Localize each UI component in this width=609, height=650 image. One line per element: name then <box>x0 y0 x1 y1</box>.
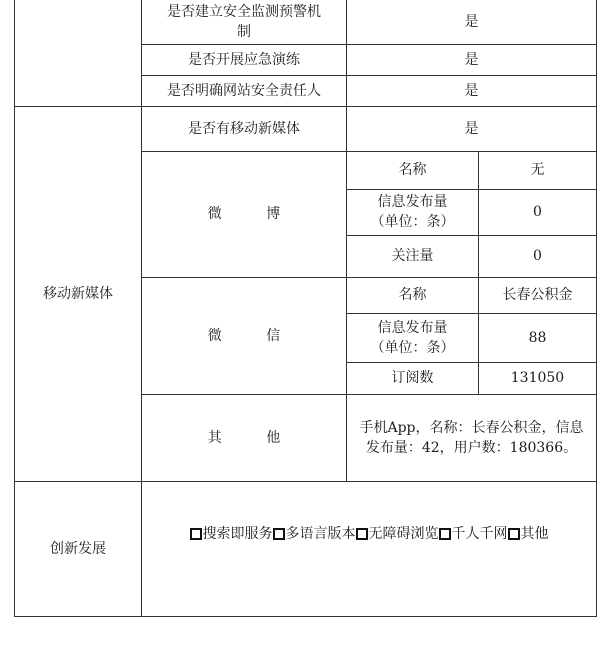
row-innovation <box>15 481 597 616</box>
innovation-options <box>142 481 597 616</box>
monitoring-value: 是 <box>347 0 597 44</box>
wechat-name-label: 名称 <box>347 277 479 313</box>
weibo-followers-value: 0 <box>479 235 597 277</box>
innovation-section-label: 创新发展 <box>15 481 142 616</box>
option-personalized[interactable] <box>439 524 508 544</box>
wechat-posts-value: 88 <box>479 313 597 362</box>
option-search-as-service[interactable] <box>190 524 273 544</box>
option-accessibility[interactable] <box>356 524 439 544</box>
report-table <box>14 0 597 617</box>
responsible-label: 是否明确网站安全责任人 <box>142 75 347 106</box>
weibo-name-label: 名称 <box>347 151 479 189</box>
option-label: 无障碍浏览 <box>368 525 439 542</box>
has-media-value: 是 <box>347 106 597 151</box>
weibo-followers-label: 关注量 <box>347 235 479 277</box>
option-label: 搜索即服务 <box>202 525 273 542</box>
weibo-label: 微 博 <box>142 151 347 277</box>
checkbox-icon[interactable] <box>190 528 202 540</box>
wechat-label: 微 信 <box>142 277 347 394</box>
wechat-posts-label: 信息发布量（单位：条） <box>347 313 479 362</box>
monitoring-label: 是否建立安全监测预警机制 <box>142 0 347 44</box>
mobile-section-label: 移动新媒体 <box>15 106 142 481</box>
weibo-posts-label: 信息发布量（单位：条） <box>347 189 479 235</box>
other-label: 其 他 <box>142 394 347 481</box>
drill-value: 是 <box>347 44 597 75</box>
checkbox-icon[interactable] <box>439 528 451 540</box>
row-monitoring <box>15 0 597 44</box>
row-has-media <box>15 106 597 151</box>
option-multilingual[interactable] <box>273 524 356 544</box>
drill-label: 是否开展应急演练 <box>142 44 347 75</box>
checkbox-icon[interactable] <box>508 528 520 540</box>
option-other[interactable] <box>508 524 549 544</box>
checkbox-icon[interactable] <box>273 528 285 540</box>
other-text: 手机App，名称：长春公积金，信息发布量：42，用户数：180366。 <box>347 394 597 481</box>
weibo-posts-value: 0 <box>479 189 597 235</box>
checkbox-icon[interactable] <box>356 528 368 540</box>
wechat-subscribers-value: 131050 <box>479 362 597 394</box>
wechat-subscribers-label: 订阅数 <box>347 362 479 394</box>
responsible-value: 是 <box>347 75 597 106</box>
security-section-cell <box>15 0 142 106</box>
option-label: 其他 <box>520 525 549 542</box>
wechat-name-value: 长春公积金 <box>479 277 597 313</box>
weibo-name-value: 无 <box>479 151 597 189</box>
option-label: 千人千网 <box>451 525 508 542</box>
has-media-label: 是否有移动新媒体 <box>142 106 347 151</box>
option-label: 多语言版本 <box>285 525 356 542</box>
